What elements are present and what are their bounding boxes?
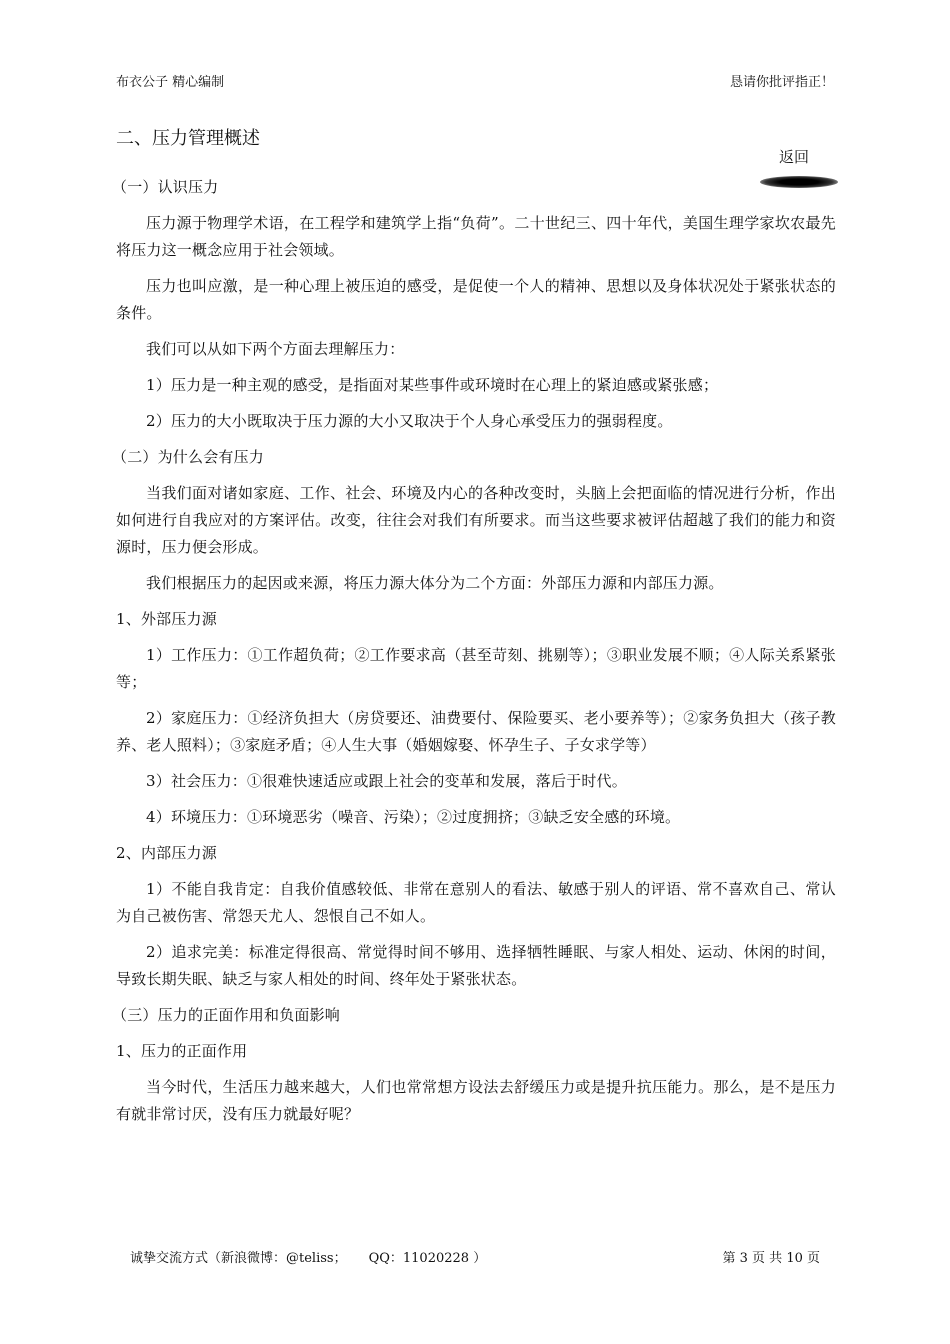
footer-contact: [130, 1247, 486, 1266]
body-paragraph: 1）工作压力：①工作超负荷；②工作要求高（甚至苛刻、挑剔等）；③职业发展不顺；④人际关系紧张等；: [116, 646, 836, 691]
body-paragraph: 压力也叫应激，是一种心理上被压迫的感受，是促使一个人的精神、思想以及身体状况处于紧张状态的条件。: [116, 277, 836, 322]
body-paragraph: 当今时代，生活压力越来越大，人们也常常想方设法去舒缓压力或是提升抗压能力。那么，是不是压力有就非常讨厌，没有压力就最好呢？: [116, 1078, 836, 1123]
body-paragraph: 4）环境压力：①环境恶劣（噪音、污染）；②过度拥挤；③缺乏安全感的环境。: [146, 808, 681, 826]
subsection-heading: 1、外部压力源: [116, 610, 217, 628]
subsection-heading: （一）认识压力: [112, 178, 219, 196]
page-header: [116, 71, 834, 91]
header-note: 恳请你批评指正！: [729, 75, 834, 90]
footer-page-number: 第 3 页 共 10 页: [722, 1251, 820, 1266]
body-paragraph: 1）不能自我肯定：自我价值感较低、非常在意别人的看法、敏感于别人的评语、常不喜欢自己、常认为自己被伤害、常怨天尤人、怨恨自己不如人。: [116, 880, 836, 925]
subsection-heading: 1、压力的正面作用: [116, 1042, 248, 1060]
subsection-heading: （三）压力的正面作用和负面影响: [112, 1006, 341, 1024]
body-paragraph: 当我们面对诸如家庭、工作、社会、环境及内心的各种改变时，头脑上会把面临的情况进行分析，作出如何进行自我应对的方案评估。改变，往往会对我们有所要求。而当这些要求被评估超越了我们的能力和资源时，压力便会形成。: [116, 484, 836, 556]
footer-weibo: 诚挚交流方式（新浪微博：@teliss；: [130, 1251, 347, 1266]
body-paragraph: 压力源于物理学术语，在工程学和建筑学上指“负荷”。二十世纪三、四十年代，美国生理学家坎农最先将压力这一概念应用于社会领域。: [116, 214, 836, 259]
body-paragraph: 3）社会压力：①很难快速适应或跟上社会的变革和发展，落后于时代。: [146, 772, 627, 790]
body-paragraph: 我们可以从如下两个方面去理解压力：: [146, 340, 405, 358]
subsection-heading: 2、内部压力源: [116, 844, 217, 862]
subsection-heading: （二）为什么会有压力: [112, 448, 265, 466]
header-author: 布衣公子 精心编制: [116, 75, 225, 90]
document-body: [112, 174, 836, 1128]
page-footer: [130, 1247, 820, 1267]
body-paragraph: 1）压力是一种主观的感受，是指面对某些事件或环境时在心理上的紧迫感或紧张感；: [146, 376, 719, 394]
body-paragraph: 我们根据压力的起因或来源，将压力源大体分为二个方面：外部压力源和内部压力源。: [146, 574, 724, 592]
body-paragraph: 2）追求完美：标准定得很高、常觉得时间不够用、选择牺牲睡眠、与家人相处、运动、休闲的时间，导致长期失眠、缺乏与家人相处的时间、终年处于紧张状态。: [116, 943, 836, 988]
body-paragraph: 2）家庭压力：①经济负担大（房贷要还、油费要付、保险要买、老小要养等）；②家务负担大（孩子教养、老人照料）；③家庭矛盾；④人生大事（婚姻嫁娶、怀孕生子、子女求学等）: [116, 709, 836, 754]
section-title: 二、压力管理概述: [116, 128, 260, 149]
body-paragraph: 2）压力的大小既取决于压力源的大小又取决于个人身心承受压力的强弱程度。: [146, 412, 673, 430]
return-button-label: 返回: [778, 148, 809, 166]
footer-qq: QQ：11020228 ）: [368, 1251, 487, 1266]
